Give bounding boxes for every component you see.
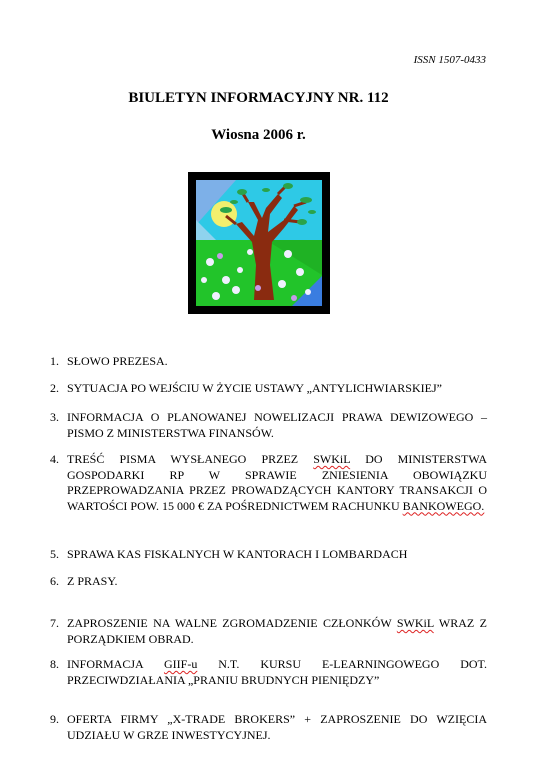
- org-name: SWKiL: [313, 452, 351, 466]
- issn-label: ISSN 1507-0433: [413, 54, 486, 66]
- toc-item-4: 4. TREŚĆ PISMA WYSŁANEGO PRZEZ SWKiL DO MINISTERSTWA GOSPODARKI RP W SPRAWIE ZNIESIENIA OBOWIĄZKU PRZEPROWADZANIA PRZEZ PROWADZĄCYCH KANTORY TRANSAKCJI O WARTOŚCI POW. 15 000 € ZA POŚREDNICTWEM RACHUNKU BANKOWEGO.: [50, 452, 487, 513]
- toc-item-3: 3. INFORMACJA O PLANOWANEJ NOWELIZACJI PRAWA DEWIZOWEGO – PISMO Z MINISTERSTWA FINANSÓW.: [50, 410, 487, 440]
- org-name: GIIF-u: [163, 657, 198, 671]
- toc-item-5: 5. SPRAWA KAS FISKALNYCH W KANTORACH I LOMBARDACH: [50, 547, 408, 561]
- issue-season: Wiosna 2006 r.: [211, 127, 306, 143]
- bulletin-title: BIULETYN INFORMACYJNY NR. 112: [128, 90, 389, 106]
- toc-item-9: 9. OFERTA FIRMY „X-TRADE BROKERS” + ZAPROSZENIE DO WZIĘCIA UDZIAŁU W GRZE INWESTYCYJNEJ.: [50, 712, 487, 742]
- org-name: SWKiL: [396, 616, 434, 630]
- toc-item-6: 6. Z PRASY.: [50, 574, 118, 588]
- toc-item-7: 7. ZAPROSZENIE NA WALNE ZGROMADZENIE CZŁONKÓW SWKiL WRAZ Z PORZĄDKIEM OBRAD.: [50, 616, 487, 646]
- toc-item-1: 1. SŁOWO PREZESA.: [50, 354, 168, 368]
- toc-item-2: 2. SYTUACJA PO WEJŚCIU W ŻYCIE USTAWY „ANTYLICHWIARSKIEJ”: [50, 381, 442, 395]
- toc-item-8: 8. INFORMACJA GIIF-u N.T. KURSU E-LEARNINGOWEGO DOT. PRZECIWDZIAŁANIA „PRANIU BRUDNYCH PIENIĘDZY”: [50, 657, 487, 687]
- tree-in-meadow-icon: [188, 172, 330, 314]
